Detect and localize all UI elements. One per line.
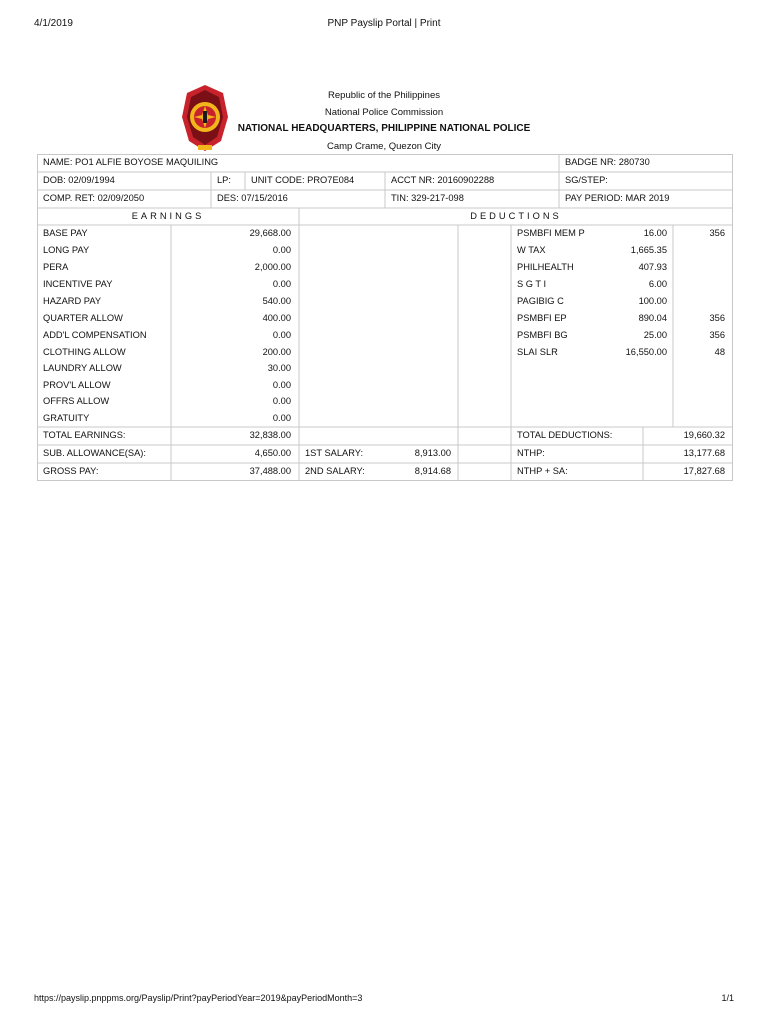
first-salary-value: 8,913.00 bbox=[414, 448, 451, 458]
deduction-label: PSMBFI BG bbox=[517, 330, 568, 340]
nthp-label: NTHP: bbox=[517, 448, 545, 458]
deduction-label: S G T I bbox=[517, 279, 547, 289]
deduction-label: PSMBFI MEM P bbox=[517, 228, 585, 238]
deduction-amount: 407.93 bbox=[638, 262, 667, 272]
earnings-label: BASE PAY bbox=[43, 228, 88, 238]
total-deductions-label: TOTAL DEDUCTIONS: bbox=[517, 430, 613, 440]
earnings-amount: 0.00 bbox=[272, 380, 291, 390]
print-url: https://payslip.pnppms.org/Payslip/Print?payPeriodYear=2019&payPeriodMonth=3 bbox=[34, 993, 363, 1003]
deduction-label: SLAI SLR bbox=[517, 347, 558, 357]
deductions-heading: DEDUCTIONS bbox=[470, 211, 562, 221]
nthp-sa-label: NTHP + SA: bbox=[517, 466, 568, 476]
deduction-label: PAGIBIG C bbox=[517, 296, 564, 306]
print-page-title: PNP Payslip Portal | Print bbox=[327, 18, 441, 29]
sub-allowance-value: 4,650.00 bbox=[254, 448, 291, 458]
earnings-label: LAUNDRY ALLOW bbox=[43, 363, 122, 373]
deduction-code: 356 bbox=[709, 330, 725, 340]
earnings-label: LONG PAY bbox=[43, 245, 90, 255]
designation-date: DES: 07/15/2016 bbox=[217, 193, 288, 203]
gross-pay-value: 37,488.00 bbox=[249, 466, 291, 476]
unit-code: UNIT CODE: PRO7E084 bbox=[251, 175, 355, 185]
earnings-label: INCENTIVE PAY bbox=[43, 279, 113, 289]
earnings-label: ADD'L COMPENSATION bbox=[43, 330, 147, 340]
earnings-label: GRATUITY bbox=[43, 413, 90, 423]
earnings-amount: 29,668.00 bbox=[249, 228, 291, 238]
deduction-code bbox=[673, 293, 725, 310]
first-salary-label: 1ST SALARY: bbox=[305, 448, 364, 458]
nthp-sa-value: 17,827.68 bbox=[683, 466, 725, 476]
earnings-label: PROV'L ALLOW bbox=[43, 380, 111, 390]
deduction-label: PSMBFI EP bbox=[517, 313, 567, 323]
header-republic: Republic of the Philippines bbox=[328, 90, 440, 101]
earnings-amount: 2,000.00 bbox=[254, 262, 291, 272]
deduction-amount: 25.00 bbox=[643, 330, 667, 340]
header-location: Camp Crame, Quezon City bbox=[326, 141, 442, 152]
deduction-code: 48 bbox=[714, 347, 725, 357]
deduction-amount: 6.00 bbox=[648, 279, 667, 289]
deduction-amount: 1,665.35 bbox=[630, 245, 667, 255]
earnings-label: PERA bbox=[43, 262, 69, 272]
payslip-table bbox=[37, 154, 733, 481]
sg-step: SG/STEP: bbox=[565, 175, 608, 185]
pay-period: PAY PERIOD: MAR 2019 bbox=[565, 193, 670, 203]
deduction-code bbox=[673, 276, 725, 293]
nthp-value: 13,177.68 bbox=[683, 448, 725, 458]
sub-allowance-label: SUB. ALLOWANCE(SA): bbox=[43, 448, 146, 458]
deduction-amount: 100.00 bbox=[638, 296, 667, 306]
header-national-hq: NATIONAL HEADQUARTERS, PHILIPPINE NATIONAL POLICE bbox=[237, 123, 531, 134]
date-of-birth: DOB: 02/09/1994 bbox=[43, 175, 115, 185]
earnings-label: CLOTHING ALLOW bbox=[43, 347, 126, 357]
earnings-heading: EARNINGS bbox=[131, 211, 205, 221]
earnings-label: QUARTER ALLOW bbox=[43, 313, 123, 323]
earnings-amount: 0.00 bbox=[272, 245, 291, 255]
total-earnings-value: 32,838.00 bbox=[249, 430, 291, 440]
earnings-amount: 0.00 bbox=[272, 396, 291, 406]
deduction-label: PHILHEALTH bbox=[517, 262, 574, 272]
compulsory-retirement: COMP. RET: 02/09/2050 bbox=[43, 193, 145, 203]
second-salary-label: 2ND SALARY: bbox=[305, 466, 365, 476]
deduction-amount: 890.04 bbox=[638, 313, 667, 323]
earnings-amount: 0.00 bbox=[272, 330, 291, 340]
employee-name: NAME: PO1 ALFIE BOYOSE MAQUILING bbox=[43, 157, 219, 167]
total-earnings-label: TOTAL EARNINGS: bbox=[43, 430, 126, 440]
earnings-amount: 30.00 bbox=[267, 363, 291, 373]
deduction-amount: 16.00 bbox=[643, 228, 667, 238]
print-page-number: 1/1 bbox=[721, 993, 734, 1003]
deduction-code: 356 bbox=[709, 228, 725, 238]
tin-number: TIN: 329-217-098 bbox=[391, 193, 464, 203]
earnings-amount: 540.00 bbox=[262, 296, 291, 306]
earnings-amount: 400.00 bbox=[262, 313, 291, 323]
earnings-amount: 200.00 bbox=[262, 347, 291, 357]
lp-field: LP: bbox=[217, 175, 231, 185]
header-commission: National Police Commission bbox=[324, 107, 444, 118]
deduction-code bbox=[673, 259, 725, 276]
deduction-label: W TAX bbox=[517, 245, 546, 255]
badge-number: BADGE NR: 280730 bbox=[565, 157, 650, 167]
earnings-amount: 0.00 bbox=[272, 279, 291, 289]
account-number: ACCT NR: 20160902288 bbox=[391, 175, 495, 185]
deduction-code: 356 bbox=[709, 313, 725, 323]
deduction-amount: 16,550.00 bbox=[625, 347, 667, 357]
total-deductions-value: 19,660.32 bbox=[683, 430, 725, 440]
second-salary-value: 8,914.68 bbox=[414, 466, 451, 476]
print-date: 4/1/2019 bbox=[34, 18, 73, 29]
deduction-code bbox=[673, 242, 725, 259]
earnings-label: HAZARD PAY bbox=[43, 296, 102, 306]
earnings-label: OFFRS ALLOW bbox=[43, 396, 110, 406]
gross-pay-label: GROSS PAY: bbox=[43, 466, 99, 476]
earnings-amount: 0.00 bbox=[272, 413, 291, 423]
